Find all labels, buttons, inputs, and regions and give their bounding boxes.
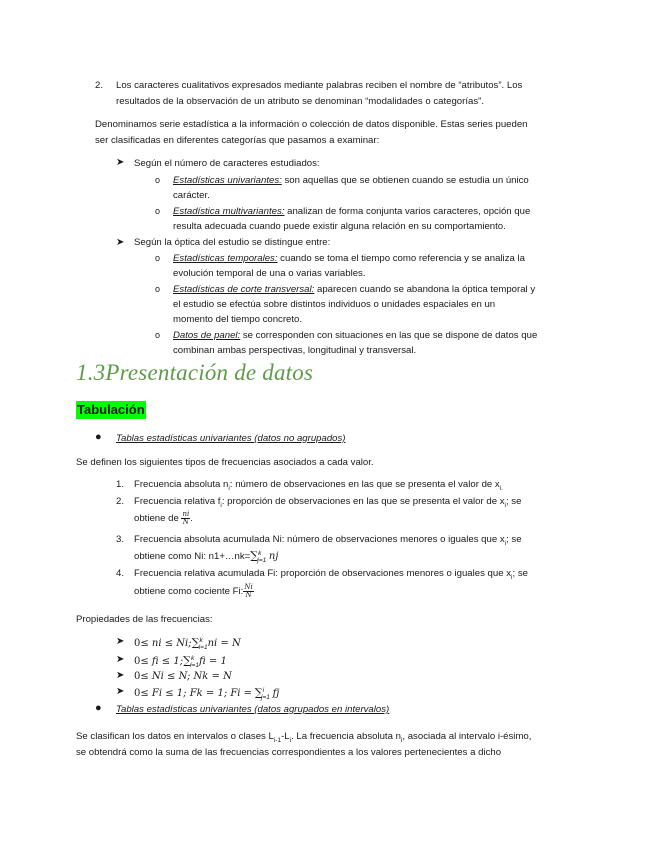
list-number: 4. <box>116 568 125 579</box>
list-item: Estadística multivariantes: analizan de forma conjunta varios caracteres, opción que <box>173 206 531 217</box>
criterion-label: Según el número de caracteres estudiados: <box>134 158 320 169</box>
bullet-icon: ● <box>95 431 102 443</box>
bullet-item: Tablas estadísticas univariantes (datos agrupados en intervalos) <box>116 704 390 715</box>
list-item: Frecuencia relativa $f_i$: proporción de observaciones en las que se presenta el valor de $x_i$; se <box>134 496 522 509</box>
paragraph-line: Los caracteres cualitativos expresados mediante palabras reciben el nombre de “atributos”. Los <box>116 80 523 91</box>
circle-bullet-icon: o <box>155 284 161 294</box>
list-item-line: obtiene como cociente Fi: $\frac{Ni}{N}$ <box>134 583 253 599</box>
arrow-bullet-icon: ➤ <box>116 237 125 248</box>
circle-bullet-icon: o <box>155 175 161 185</box>
property-formula: 0≤ Fi ≤ 1; Fk = 1; Fi = ∑$^i_{j=1}$ fj <box>134 686 280 701</box>
sum-symbol: ∑ <box>250 549 259 562</box>
paragraph-line: se obtendrá como la suma de las frecuencias correspondientes a los valores pertenecientes a dicho <box>76 747 502 758</box>
fraction: $\frac{Ni}{N}$ <box>244 583 253 599</box>
arrow-bullet-icon: ➤ <box>116 670 125 681</box>
list-item: Datos de panel: se corresponden con situaciones en las que se dispone de datos que <box>173 330 538 341</box>
list-item: Frecuencia absoluta acumulada Ni: número de observaciones menores o iguales que $x_i$; se <box>134 534 522 547</box>
bullet-item: Tablas estadísticas univariantes (datos no agrupados) <box>116 433 346 444</box>
paragraph-line: Propiedades de las frecuencias: <box>76 614 213 625</box>
paragraph-line: combinan ambas perspectivas, longitudinal y transversal. <box>173 345 417 356</box>
paragraph-line: resultados de la observación de un atributo se denominan “modalidades o categorías”. <box>116 96 484 107</box>
subsection-heading: Tabulación <box>77 402 145 417</box>
list-item-line: obtiene de $\frac{ni}{N}$ . <box>134 510 193 526</box>
bullet-icon: ● <box>95 702 102 714</box>
property-formula: 0≤ ni ≤ Ni;∑$^k_{i=1}$ni = N <box>134 636 241 651</box>
paragraph-line: carácter. <box>173 190 210 201</box>
list-item: Frecuencia absoluta $n_i$: número de observaciones en las que se presenta el valor de $x_{i.}$ <box>134 479 503 492</box>
list-item: Estadísticas de corte transversal: aparecen cuando se abandona la óptica temporal y <box>173 284 536 295</box>
circle-bullet-icon: o <box>155 330 161 340</box>
arrow-bullet-icon: ➤ <box>116 654 125 665</box>
section-heading: 1.3Presentación de datos <box>76 360 314 385</box>
circle-bullet-icon: o <box>155 253 161 263</box>
arrow-bullet-icon: ➤ <box>116 686 125 697</box>
list-number: 2. <box>95 80 104 91</box>
fraction: $\frac{ni}{N}$ <box>182 510 190 526</box>
arrow-bullet-icon: ➤ <box>116 157 125 168</box>
paragraph-line: ser clasificadas en diferentes categorías que pasamos a examinar: <box>95 135 380 146</box>
list-number: 1. <box>116 479 125 490</box>
list-item: Estadísticas temporales: cuando se toma el tiempo como referencia y se analiza la <box>173 253 525 264</box>
list-item: Frecuencia relativa acumulada Fi: proporción de observaciones menores o iguales que $x_i$; se <box>134 568 528 581</box>
term: Estadísticas de corte transversal: <box>173 284 315 295</box>
list-number: 2. <box>116 496 125 507</box>
term: Estadísticas univariantes: <box>173 175 282 186</box>
property-formula: 0≤ fi ≤ 1;∑$^k_{i=1}$fi = 1 <box>134 654 227 669</box>
paragraph-line: Denominamos serie estadística a la información o colección de datos disponible. Estas series pueden <box>95 119 528 130</box>
paragraph-line: Se definen los siguientes tipos de frecuencias asociados a cada valor. <box>76 457 374 468</box>
paragraph-line: Se clasifican los datos en intervalos o clases $L_{i-1}-L_i$. La frecuencia absoluta $n_i$, asociada al intervalo i-ésimo, <box>76 731 532 744</box>
term: Estadísticas temporales: <box>173 253 278 264</box>
term: Estadística multivariantes: <box>173 206 285 217</box>
term: Datos de panel: <box>173 330 241 341</box>
criterion-label: Según la óptica del estudio se distingue entre: <box>134 237 331 248</box>
property-formula: 0≤ Ni ≤ N; Nk = N <box>134 671 232 682</box>
circle-bullet-icon: o <box>155 206 161 216</box>
paragraph-line: evolución temporal de una o varias variables. <box>173 268 366 279</box>
arrow-bullet-icon: ➤ <box>116 636 125 647</box>
list-item-line: obtiene como Ni: n1+…nk=∑$^k_{j=1}$ nj <box>134 549 279 564</box>
paragraph-line: el estudio se efectúa sobre distintos individuos o unidades espaciales en un <box>173 299 496 310</box>
paragraph-line: resulta adecuada cuando puede existir alguna relación en su comportamiento. <box>173 221 506 232</box>
list-item: Estadísticas univariantes: son aquellas que se obtienen cuando se estudia un único <box>173 175 529 186</box>
list-number: 3. <box>116 534 125 545</box>
paragraph-line: momento del tiempo concreto. <box>173 314 303 325</box>
